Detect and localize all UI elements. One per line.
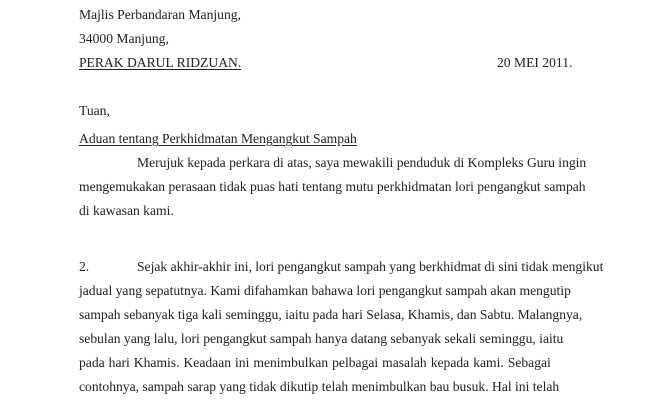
paragraph-2-line-5: pada hari Khamis. Keadaan ini menimbulkan pelbagai masalah kepada kami. Sebagai xyxy=(79,355,551,370)
paragraph-1-line-3: di kawasan kami. xyxy=(79,203,174,218)
paragraph-1-line-2: mengemukakan perasaan tidak puas hati tentang mutu perkhidmatan lori pengangkut sampah xyxy=(79,179,586,194)
paragraph-2-line-6: contohnya, sampah sarap yang tidak dikutip telah menimbulkan bau busuk. Hal ini telah xyxy=(79,379,560,394)
paragraph-2-number: 2. xyxy=(79,259,90,274)
address-line-3: PERAK DARUL RIDZUAN. xyxy=(79,55,242,70)
address-line-1: Majlis Perbandaran Manjung, xyxy=(79,7,241,22)
address-line-2: 34000 Manjung, xyxy=(79,31,169,46)
salutation: Tuan, xyxy=(79,103,110,118)
paragraph-2-line-3: sampah sebanyak tiga kali seminggu, iaitu pada hari Selasa, Khamis, dan Sabtu. Malangnya, xyxy=(79,307,583,322)
paragraph-2-line-4: sebulan yang lalu, lori pengangkut sampah hanya datang sebanyak sekali seminggu, iaitu xyxy=(79,331,564,346)
paragraph-1-line-1: Merujuk kepada perkara di atas, saya mewakili penduduk di Kompleks Guru ingin xyxy=(137,155,587,170)
paragraph-2-line-2: jadual yang sepatutnya. Kami difahamkan bahawa lori pengangkut sampah akan mengutip xyxy=(79,283,571,298)
letter-date: 20 MEI 2011. xyxy=(497,55,573,70)
subject-line: Aduan tentang Perkhidmatan Mengangkut Sampah xyxy=(79,131,357,146)
paragraph-2-line-1: Sejak akhir-akhir ini, lori pengangkut sampah yang berkhidmat di sini tidak mengikut xyxy=(137,259,604,274)
